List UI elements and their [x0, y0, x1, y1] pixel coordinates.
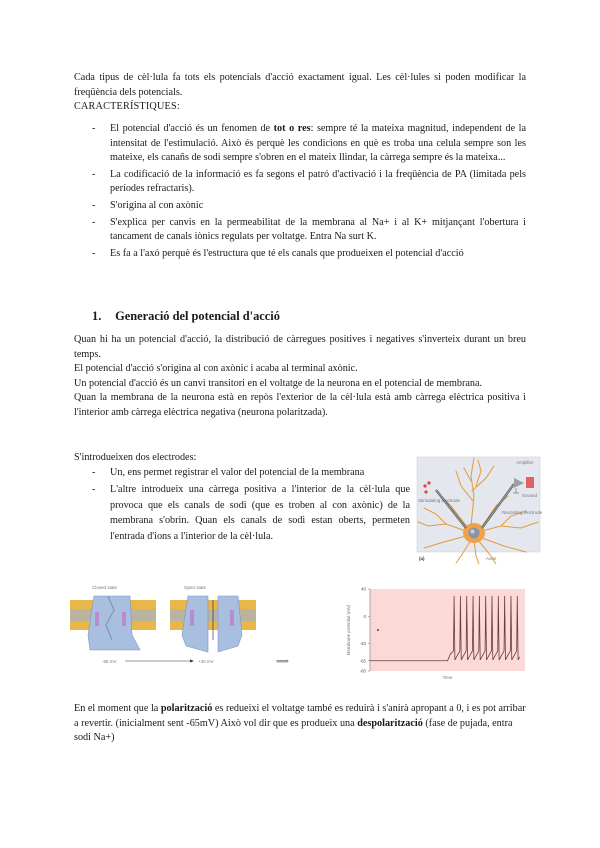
- electrodes-section: [74, 451, 410, 545]
- panel-label: (a): [419, 556, 425, 561]
- to-voltage-label: +40 mV: [198, 659, 214, 664]
- characteristics-list: [74, 122, 526, 261]
- y-tick-label: 0: [363, 613, 366, 619]
- recorder-icon: [526, 477, 534, 488]
- closed-channel: [70, 596, 156, 650]
- action-potential-chart: [330, 583, 530, 683]
- neuron-electrode-figure: [416, 456, 543, 564]
- paragraph: Un potencial d'acció és un canvi transitori en el voltatge de la neurona en el potencial de membrana.: [74, 377, 483, 389]
- neuron-illustration: [416, 456, 543, 564]
- amplifier-label: Amplifier: [516, 460, 534, 465]
- characteristics-heading: CARACTERÍSTIQUES:: [74, 101, 180, 113]
- paragraph: Quan hi ha un potencial d'acció, la distribució de càrregues positives i negatives s'inverteix durant un breu temps.: [74, 334, 526, 360]
- y-tick-label: -80: [359, 668, 366, 674]
- electrodes-intro: S'introdueixen dos electrodes:: [74, 452, 197, 463]
- y-axis-label: Membrane potential (mV): [346, 604, 351, 656]
- nucleus: [469, 528, 480, 539]
- list-item: - El potencial d'acció és un fenomen de tot o res: sempre té la mateixa magnitud, independent de la intensitat de l'estimulació. Això és perquè les condicions en què es troba una celula sempre son les mateixe, els canañs de sodi sempre s'obren en el mateix llindar, la càrrega sempre és la mateixa...: [92, 123, 526, 164]
- section-number: 1.: [92, 309, 102, 323]
- list-item: - L'altre introdueix una càrrega positiva a l'interior de la cèl·lula que provoca que els canals de sodi (que es troben al con axònic) de la membrana s'obrin. Quan els canals de sodi estan oberts, permeten l'entrada d'ions a l'interior de la cèl·lula.: [92, 484, 410, 542]
- stimulus-marker: [377, 629, 379, 631]
- list-item: - Es fa a l'axó perquè és l'estructura que té els canals que produeixen el potencial d'acció: [92, 247, 464, 259]
- list-item: - Un, ens permet registrar el valor del potencial de la membrana: [92, 466, 365, 478]
- bold-term-polaritzacio: polarització: [160, 703, 213, 714]
- from-voltage-label: -65 mV: [102, 659, 117, 664]
- bold-term-despolaritzacio: despolarització: [357, 717, 423, 729]
- sodium-channel-figure: [70, 580, 310, 668]
- chart-svg: [330, 583, 530, 683]
- plot-background: [370, 589, 525, 671]
- axon-label: Axon: [486, 556, 497, 561]
- list-item: - S'explica per canvis en la permeabilitat de la membrana al Na+ i al K+ mitjançant l'obertura i tancament de canals iònics regulats per voltatge. Entra Na surt K.: [92, 216, 526, 243]
- closing-paragraph: En el moment que la polarització es redueixi el voltatge també es reduirà i s'anirà apropant a 0, i es pot arribar a revertir. (inicialment sent -65mV) Això vol dir que es produeix una despolarització (fase de pujada, entra sodi Na+): [74, 703, 526, 744]
- arrow-icon: ⟹: [276, 656, 289, 666]
- list-item: - La codificació de la informació es fa segons el patró d'activació i la freqüència de PA (limitada pels períodes refractaris).: [92, 168, 526, 195]
- intro-paragraph: [74, 71, 526, 115]
- list-item: - S'origina al con axònic: [92, 199, 204, 211]
- bold-term: tot o res: [273, 123, 311, 134]
- recording-label: Recording electrode: [502, 510, 543, 515]
- section-title: Generació del potencial d'acció: [115, 309, 280, 323]
- body-paragraphs: [74, 333, 526, 421]
- open-channel: [170, 596, 256, 652]
- ground-label: Ground: [522, 493, 538, 498]
- stimulating-label: Stimulating electrode: [418, 498, 461, 503]
- section-heading: [92, 309, 280, 324]
- paragraph: El potencial d'acció s'origina al con axònic i acaba al terminal axònic.: [74, 363, 358, 375]
- paragraph: Quan la membrana de la neurona està en repòs l'exterior de la cèl·lula està amb càrrega elèctrica positiva i l'interior amb càrrega elèctrica negativa (neurona polaritzada).: [74, 392, 526, 418]
- y-tick-label: -40: [359, 641, 366, 647]
- open-state-label: Open state: [184, 585, 207, 590]
- x-axis-label: Time: [442, 675, 453, 680]
- closed-state-label: Closed state: [92, 585, 118, 590]
- y-tick-label: -65: [359, 658, 366, 664]
- y-tick-label: 40: [360, 586, 366, 592]
- intro-text: Cada tipus de cèl·lula fa tots els potencials d'acció exactament igual. Les cèl·lules si poden modificar la freqüència dels potencials.: [74, 72, 526, 98]
